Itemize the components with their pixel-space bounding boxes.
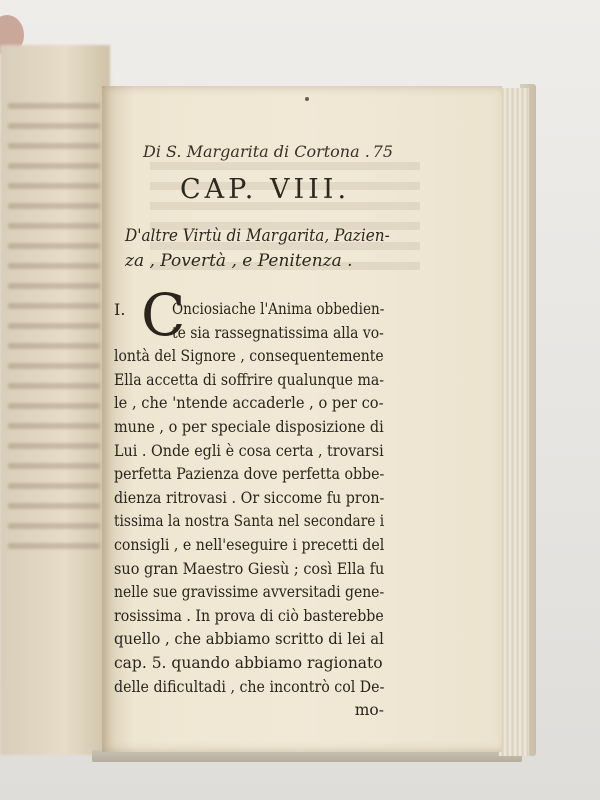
body-line: rosissima . In prova di ciò basterebbe <box>114 606 384 625</box>
catchword: mo- <box>354 701 384 720</box>
body-line: te sia rassegnatissima alla vo- <box>172 323 384 342</box>
body-line: Onciosiache l'Anima obbedien- <box>172 300 385 318</box>
body-line: lontà del Signore , consequentemente <box>114 347 384 366</box>
body-line: Lui . Onde egli è cosa certa , trovarsi <box>114 441 384 460</box>
section-number: I. <box>114 300 126 319</box>
body-text <box>114 298 384 723</box>
body-line: consigli , e nell'eseguire i precetti del <box>114 535 385 554</box>
body-line: suo gran Maestro Giesù ; così Ella fu <box>114 559 385 578</box>
running-head-title: Di S. Margarita di Cortona . <box>143 142 370 161</box>
body-line: nelle sue gravissime avversitadi gene- <box>114 583 385 602</box>
page-dot <box>305 97 309 101</box>
running-header <box>143 142 393 161</box>
page-fore-edge <box>498 88 529 756</box>
body-line: tissima la nostra Santa nel secondare i <box>114 512 385 531</box>
body-line: dienza ritrovasi . Or siccome fu pron- <box>114 488 385 507</box>
body-line: le , che 'ntende accaderle , o per co- <box>114 394 384 413</box>
page-number: 75 <box>372 142 393 161</box>
body-line: mune , o per speciale disposizione di <box>114 417 384 436</box>
chapter-title: CAP. VIII. <box>179 174 351 205</box>
body-line: cap. 5. quando abbiamo ragionato <box>114 653 383 672</box>
body-line: Ella accetta di soffrire qualunque ma- <box>114 370 385 389</box>
left-page-blurred <box>0 45 110 755</box>
body-line: delle dificultadi , che incontrò col De- <box>114 677 385 696</box>
body-line: quello , che abbiamo scritto di lei al <box>114 630 384 649</box>
chapter-subtitle <box>125 224 390 274</box>
drop-cap: C <box>141 281 186 349</box>
subtitle-line: za , Povertà , e Penitenza . <box>125 251 353 271</box>
subtitle-line: D'altre Virtù di Margarita, Pazien- <box>125 226 390 246</box>
left-page-text-ghost <box>8 103 100 563</box>
body-line: perfetta Pazienza dove perfetta obbe- <box>114 465 385 484</box>
